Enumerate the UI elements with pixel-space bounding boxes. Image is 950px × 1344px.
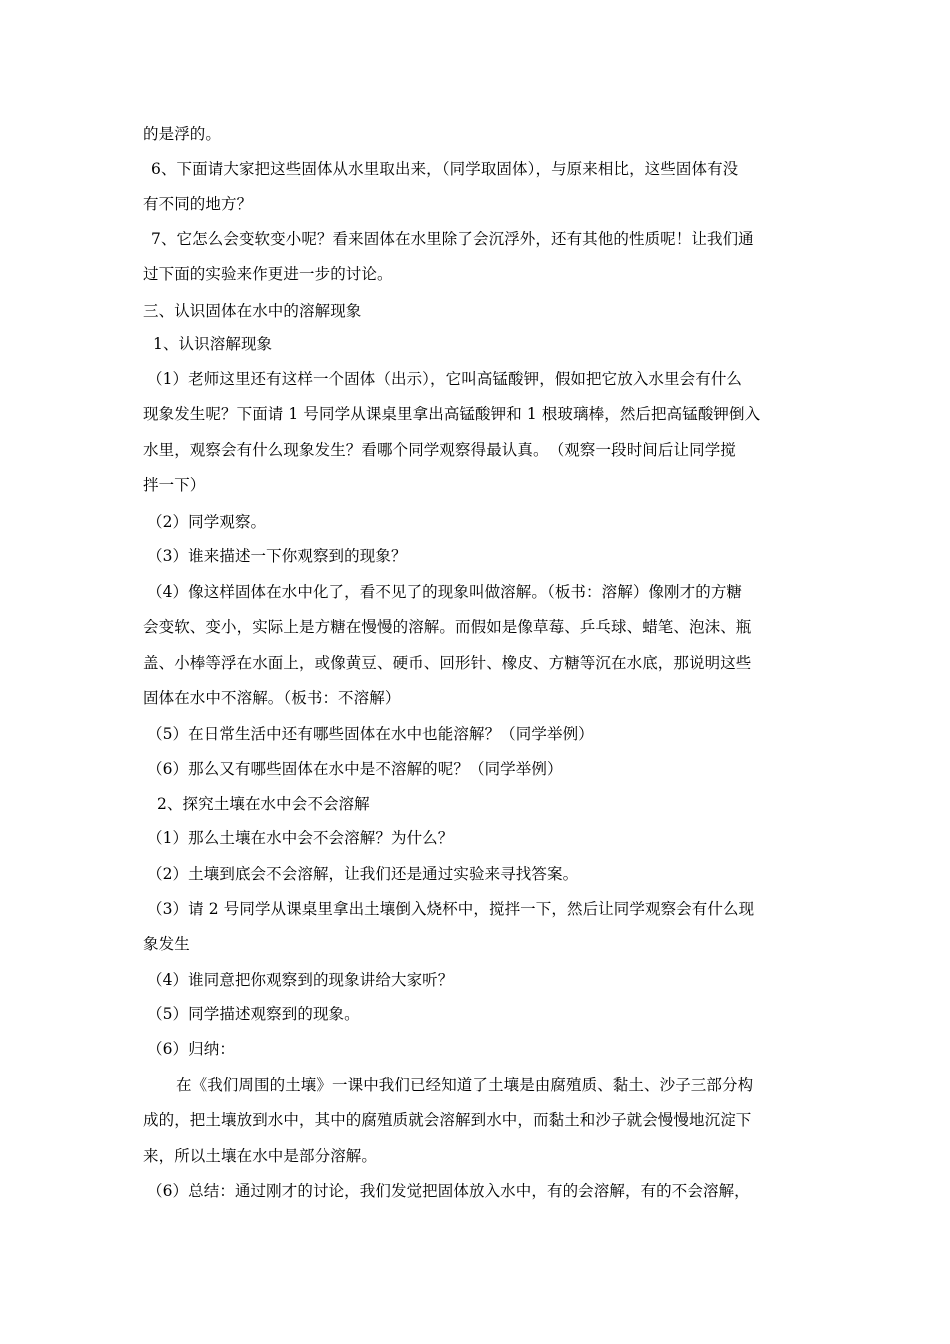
- text-line: 盖、小棒等浮在水面上，或像黄豆、硬币、回形针、橡皮、方糖等沉在水底，那说明这些: [143, 654, 752, 672]
- text-line: 现象发生呢？下面请 1 号同学从课桌里拿出高锰酸钾和 1 根玻璃棒，然后把高锰酸钾倒入: [143, 405, 761, 423]
- text-line: 的是浮的。: [143, 125, 222, 143]
- subsection-heading: 2、探究土壤在水中会不会溶解: [157, 795, 370, 813]
- text-line: （4）谁同意把你观察到的现象讲给大家听？: [147, 971, 454, 989]
- text-line: （6）总结：通过刚才的讨论，我们发觉把固体放入水中，有的会溶解，有的不会溶解，: [147, 1182, 750, 1200]
- text-line: （1）那么土壤在水中会不会溶解？为什么？: [147, 829, 454, 847]
- text-line: （3）请 2 号同学从课桌里拿出土壤倒入烧杯中，搅拌一下，然后让同学观察会有什么现: [147, 900, 755, 918]
- text-line: （5）在日常生活中还有哪些固体在水中也能溶解？（同学举例）: [147, 725, 594, 743]
- text-line: 会变软、变小，实际上是方糖在慢慢的溶解。而假如是像草莓、乒乓球、蜡笔、泡沫、瓶: [143, 618, 752, 636]
- text-line: 固体在水中不溶解。（板书：不溶解）: [143, 689, 401, 707]
- text-line: 过下面的实验来作更进一步的讨论。: [143, 265, 393, 283]
- text-line: 在《我们周围的土壤》一课中我们已经知道了土壤是由腐殖质、黏土、沙子三部分构: [176, 1076, 754, 1094]
- text-line: （5）同学描述观察到的现象。: [147, 1005, 360, 1023]
- text-line: 成的，把土壤放到水中，其中的腐殖质就会溶解到水中，而黏土和沙子就会慢慢地沉淀下: [143, 1111, 752, 1129]
- text-line: 拌一下）: [143, 476, 206, 494]
- text-line: （4）像这样固体在水中化了，看不见了的现象叫做溶解。（板书：溶解）像刚才的方糖: [147, 583, 743, 601]
- text-line: 有不同的地方？: [143, 195, 253, 213]
- text-line: （6）归纳：: [147, 1040, 235, 1058]
- section-heading: 三、认识固体在水中的溶解现象: [143, 302, 362, 320]
- text-line: （6）那么又有哪些固体在水中是不溶解的呢？（同学举例）: [147, 760, 563, 778]
- text-line: 7、它怎么会变软变小呢？看来固体在水里除了会沉浮外，还有其他的性质呢！让我们通: [151, 230, 754, 248]
- text-line: （2）同学观察。: [147, 513, 267, 531]
- text-line: （1）老师这里还有这样一个固体（出示），它叫高锰酸钾，假如把它放入水里会有什么: [147, 370, 743, 388]
- text-line: （3）谁来描述一下你观察到的现象？: [147, 547, 407, 565]
- text-line: 象发生: [143, 935, 190, 953]
- text-line: （2）土壤到底会不会溶解，让我们还是通过实验来寻找答案。: [147, 865, 579, 883]
- text-line: 6、下面请大家把这些固体从水里取出来，（同学取固体），与原来相比，这些固体有没: [151, 160, 739, 178]
- text-line: 来，所以土壤在水中是部分溶解。: [143, 1147, 378, 1165]
- subsection-heading: 1、认识溶解现象: [153, 335, 273, 353]
- text-line: 水里，观察会有什么现象发生？看哪个同学观察得最认真。 （观察一段时间后让同学搅: [143, 441, 736, 459]
